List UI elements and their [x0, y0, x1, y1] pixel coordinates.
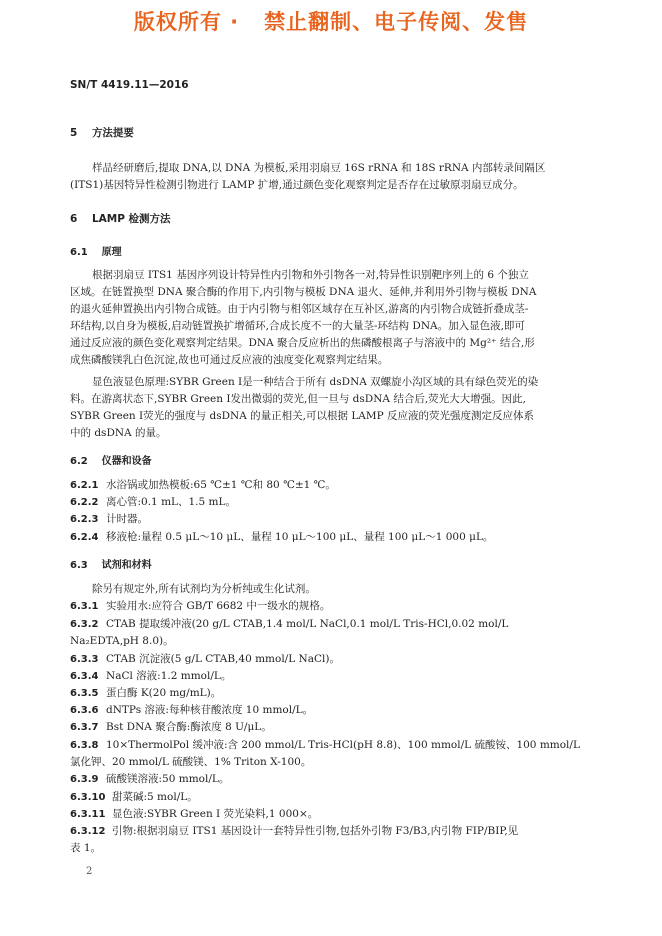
paragraph-line: 显色液显色原理:SYBR Green Ⅰ是一种结合于所有 dsDNA 双螺旋小沟区域的具有绿色荧光的染 [92, 376, 539, 388]
item-text: dNTPs 溶液:每种核苷酸浓度 10 mmol/L。 [106, 704, 314, 716]
paragraph-line: SYBR Green Ⅰ荧光的强度与 dsDNA 的量正相关,可以根据 LAMP 反应液的荧光强度测定反应体系 [70, 410, 535, 422]
item-number: 6.2.3 [70, 514, 99, 525]
paragraph-line: 中的 dsDNA 的量。 [70, 427, 167, 439]
paragraph-line: (ITS1)基因特异性检测引物进行 LAMP 扩增,通过颜色变化观察判定是否存在过敏原羽扇豆成分。 [70, 179, 524, 191]
item-text: 水浴锅或加热模板:65 ℃±1 ℃和 80 ℃±1 ℃。 [106, 479, 336, 491]
item-number: 6.3.10 [70, 792, 106, 803]
paragraph-line: 料。在游离状态下,SYBR Green Ⅰ发出微弱的荧光,但一旦与 dsDNA 结合后,荧光大大增强。因此, [70, 393, 526, 405]
section-5-heading [70, 127, 134, 140]
section-title: LAMP 检测方法 [91, 213, 171, 225]
item-text: NaCl 溶液:1.2 mmol/L。 [106, 670, 232, 682]
list-item [70, 531, 493, 544]
item-text: CTAB 提取缓冲液(20 g/L CTAB,1.4 mol/L NaCl,0.1 mol/L Tris-HCl,0.02 mol/L [106, 618, 509, 630]
item-text: Bst DNA 聚合酶:酶浓度 8 U/μL。 [106, 721, 272, 733]
item-number: 6.3.8 [70, 740, 99, 751]
item-number: 6.3.1 [70, 601, 99, 612]
section-6-2-heading [70, 455, 152, 468]
item-text: 引物:根据羽扇豆 ITS1 基因设计一套特异性引物,包括外引物 F3/B3,内引物 FIP/BIP,见 [112, 825, 519, 837]
item-number: 6.3.7 [70, 722, 99, 733]
section-title: 方法提要 [91, 127, 134, 139]
item-text: CTAB 沉淀液(5 g/L CTAB,40 mmol/L NaCl)。 [106, 653, 340, 665]
list-item [70, 670, 231, 683]
section-title: 原理 [101, 247, 122, 258]
paragraph-line: 的退火延伸置换出内引物合成链。由于内引物与相邻区域存在互补区,游离的内引物合成链折叠成茎- [70, 303, 529, 315]
item-number: 6.2.4 [70, 532, 99, 543]
item-number: 6.2.2 [70, 497, 99, 508]
item-number: 6.3.9 [70, 774, 99, 785]
list-item-continuation: Na₂EDTA,pH 8.0)。 [70, 635, 174, 647]
item-text: 蛋白酶 K(20 mg/mL)。 [106, 687, 222, 699]
list-item [70, 773, 229, 786]
list-item-continuation: 表 1。 [70, 842, 102, 854]
paragraph-line: 区域。在链置换型 DNA 聚合酶的作用下,内引物与模板 DNA 退火、延伸,并利用外引物与模板 DNA [70, 286, 537, 298]
list-item [70, 721, 272, 734]
list-item [70, 808, 318, 821]
item-text: 计时器。 [106, 513, 148, 525]
item-number: 6.3.4 [70, 671, 99, 682]
list-item [70, 791, 198, 804]
list-item [70, 600, 330, 613]
item-text: 显色液:SYBR Green Ⅰ 荧光染料,1 000×。 [112, 808, 319, 820]
list-item [70, 653, 340, 666]
item-text: 10×ThermolPol 缓冲液:含 200 mmol/L Tris-HCl(pH 8.8)、100 mmol/L 硫酸铵、100 mmol/L [106, 739, 580, 751]
copyright-watermark: 版权所有 · 禁止翻制、电子传阅、发售 [133, 10, 529, 34]
section-number: 5 [70, 127, 78, 139]
paragraph-line: 通过反应液的颜色变化观察判定结果。DNA 聚合反应析出的焦磷酸根离子与溶液中的 Mg²⁺ 结合,形 [70, 337, 535, 349]
list-item [70, 479, 336, 492]
item-text: 甜菜碱:5 mol/L。 [112, 791, 198, 803]
section-title: 仪器和设备 [101, 456, 152, 467]
paragraph-line: 环结构,以自身为模板,启动链置换扩增循环,合成长度不一的大量茎-环结构 DNA。加入显色液,即可 [70, 320, 525, 332]
item-number: 6.3.2 [70, 619, 99, 630]
list-item [70, 825, 518, 838]
section-title: 试剂和材料 [101, 560, 152, 571]
paragraph-line: 除另有规定外,所有试剂均为分析纯或生化试剂。 [92, 583, 316, 595]
list-item-continuation: 氯化钾、20 mmol/L 硫酸镁、1% Triton X-100。 [70, 756, 312, 768]
item-number: 6.3.11 [70, 809, 106, 820]
list-item [70, 739, 580, 752]
item-text: 离心管:0.1 mL、1.5 mL。 [106, 496, 236, 508]
item-number: 6.3.12 [70, 826, 106, 837]
item-text: 实验用水:应符合 GB/T 6682 中一级水的规格。 [106, 600, 331, 612]
section-number: 6.3 [70, 560, 88, 571]
list-item [70, 496, 236, 509]
item-number: 6.3.5 [70, 688, 99, 699]
section-6-3-heading [70, 559, 152, 572]
section-6-heading [70, 213, 171, 226]
section-number: 6 [70, 213, 78, 225]
section-number: 6.2 [70, 456, 88, 467]
item-number: 6.3.3 [70, 654, 99, 665]
paragraph-line: 成焦磷酸镁乳白色沉淀,故也可通过反应液的浊度变化观察判定结果。 [70, 354, 389, 366]
paragraph-line: 根据羽扇豆 ITS1 基因序列设计特异性内引物和外引物各一对,特异性识别靶序列上的 6 个独立 [92, 269, 529, 281]
page-number: 2 [86, 866, 93, 877]
section-6-1-heading [70, 246, 122, 259]
section-number: 6.1 [70, 247, 88, 258]
item-number: 6.2.1 [70, 480, 99, 491]
list-item [70, 704, 313, 717]
list-item [70, 687, 221, 700]
standard-code: SN/T 4419.11—2016 [70, 79, 189, 91]
item-text: 硫酸镁溶液:50 mmol/L。 [106, 773, 230, 785]
list-item [70, 618, 508, 631]
paragraph-line: 样品经研磨后,提取 DNA,以 DNA 为模板,采用羽扇豆 16S rRNA 和 18S rRNA 内部转录间隔区 [92, 162, 546, 174]
item-text: 移液枪:量程 0.5 μL～10 μL、量程 10 μL～100 μL、量程 100 μL～1 000 μL。 [106, 531, 494, 543]
item-number: 6.3.6 [70, 705, 99, 716]
list-item [70, 513, 148, 526]
